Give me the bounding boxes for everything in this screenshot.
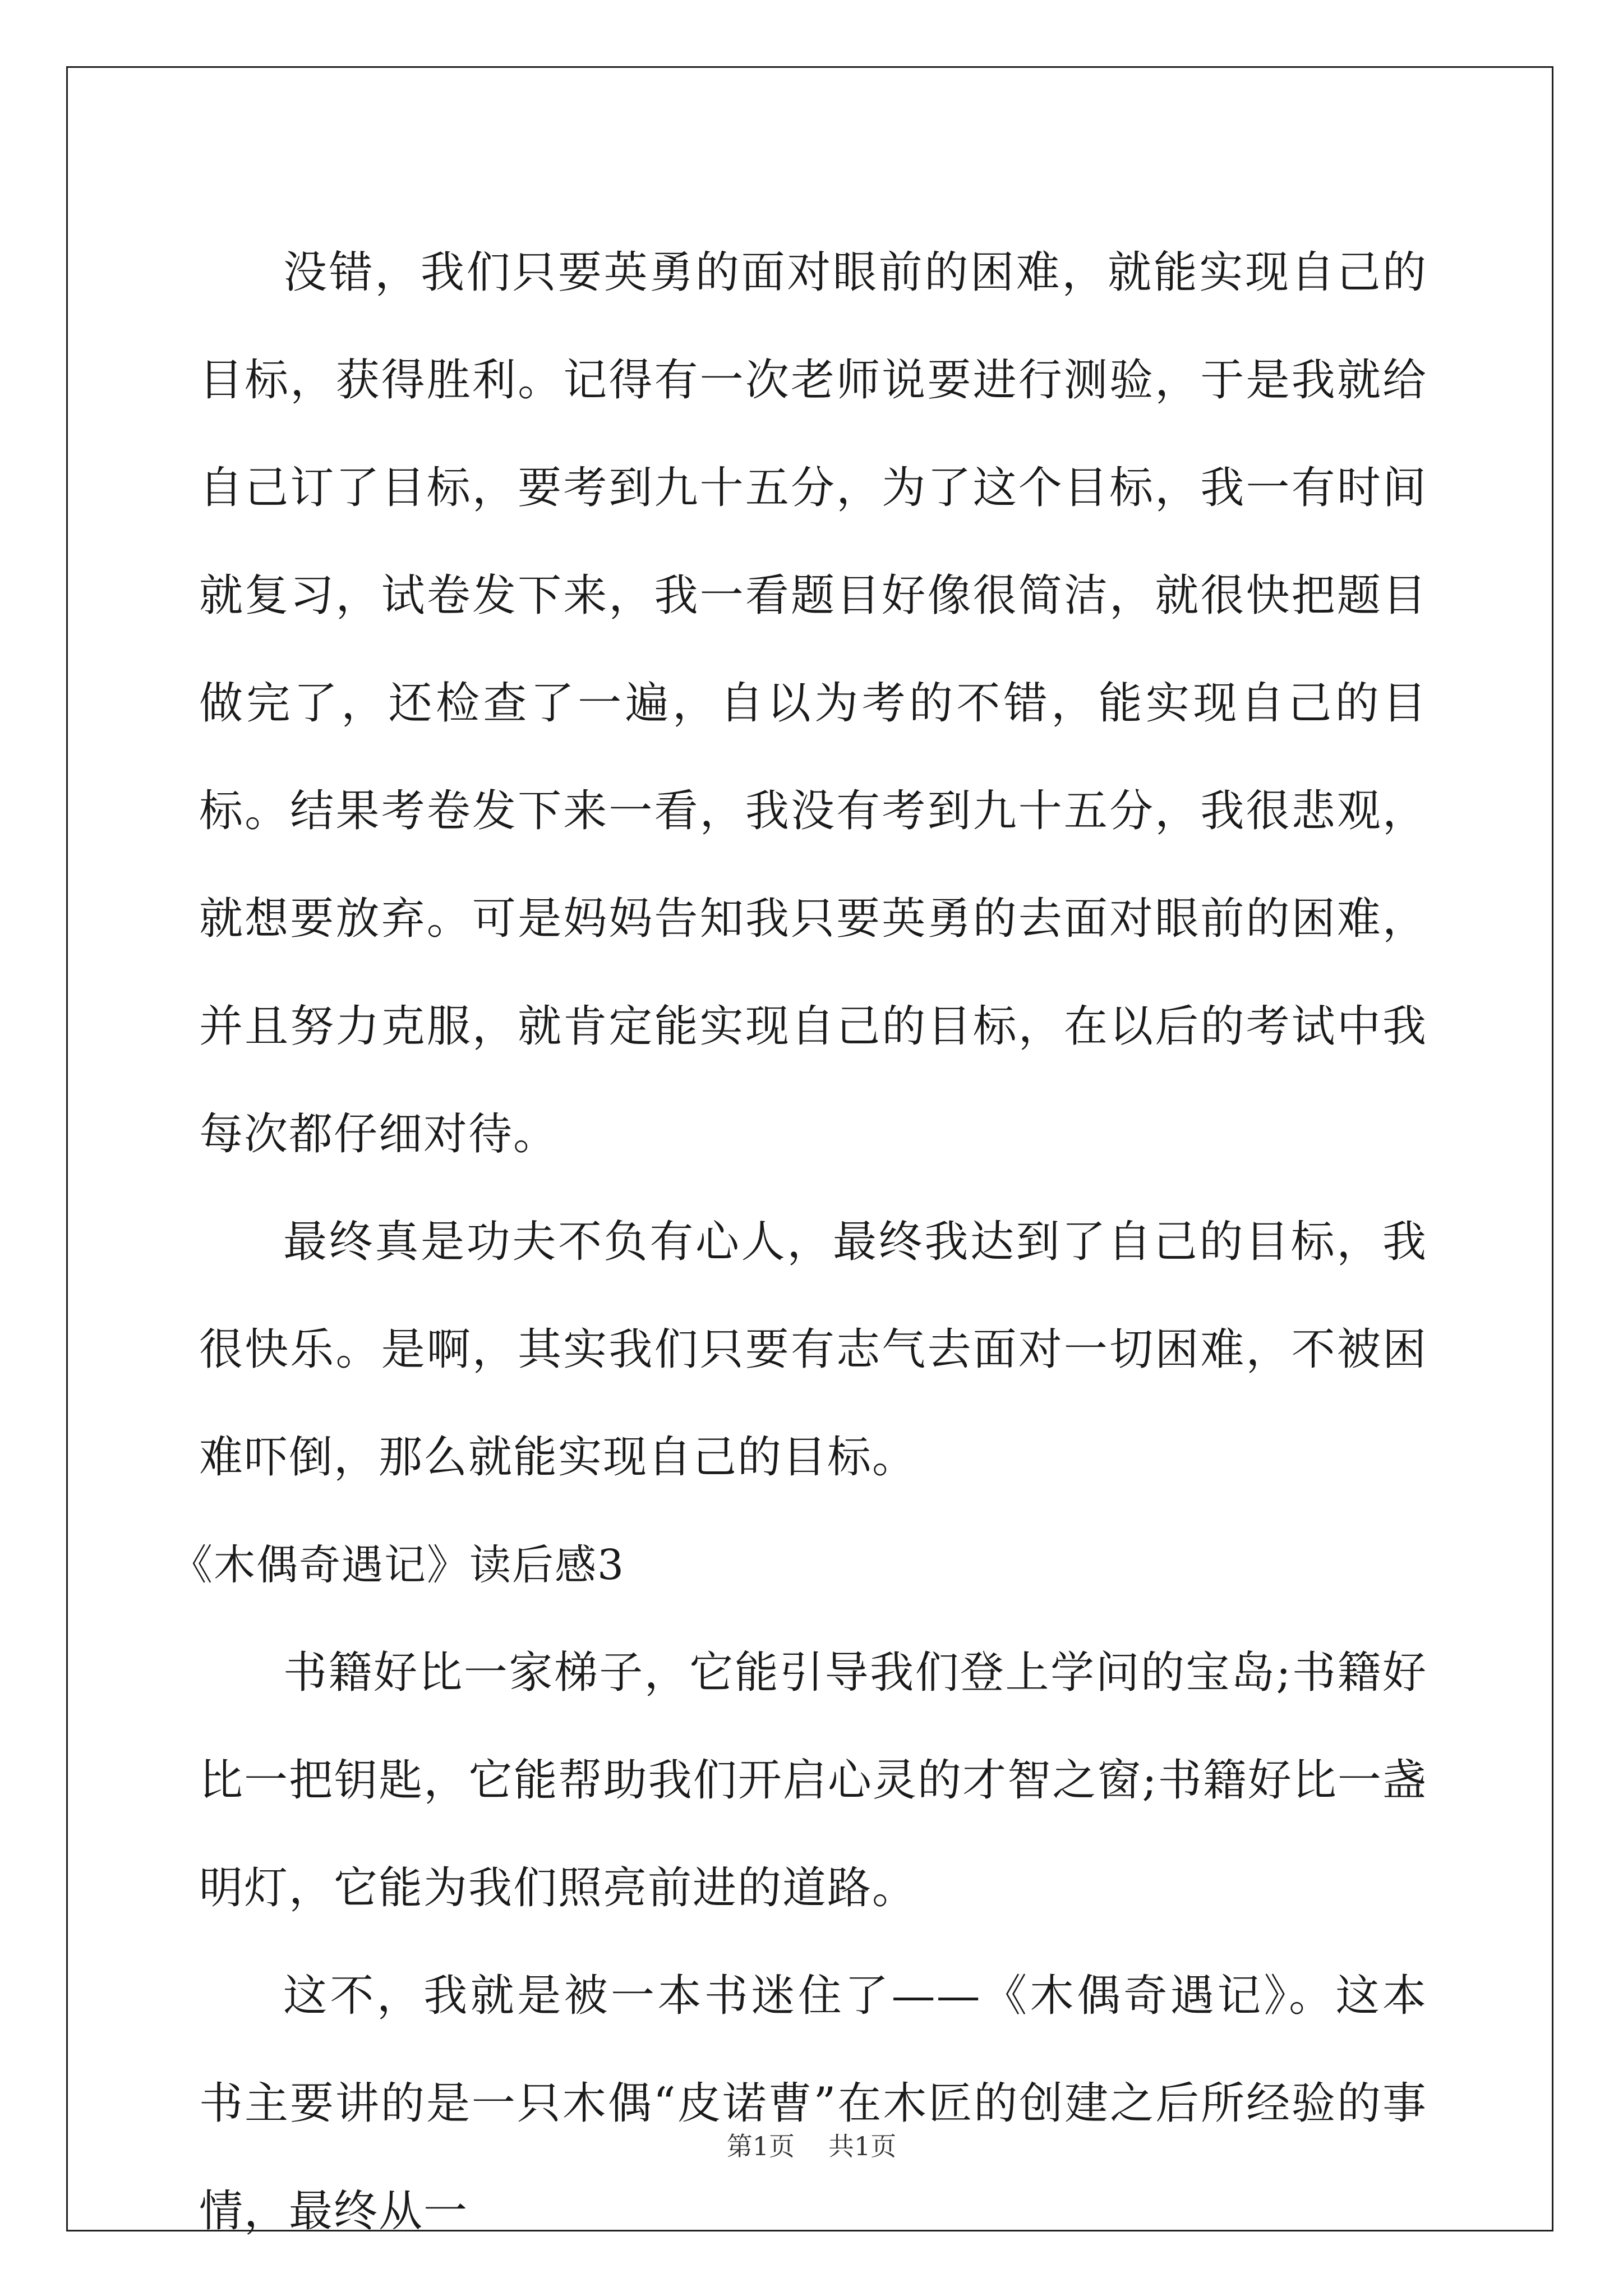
paragraph-4: 这不，我就是被一本书迷住了——《木偶奇遇记》。这本书主要讲的是一只木偶“皮诺曹”在木匠的创建之后所经验的事情，最终从一 [199,1971,1427,2237]
paragraph-3: 书籍好比一家梯子，它能引导我们登上学问的宝岛;书籍好比一把钥匙，它能帮助我们开启心灵的才智之窗;书籍好比一盏明灯，它能为我们照亮前进的道路。 [199,1648,1427,1913]
document-body [171,219,1427,2265]
page-total: 共1页 [828,2131,897,2161]
page-number: 第1页 [726,2131,795,2161]
paragraph-2: 最终真是功夫不负有心人，最终我达到了自己的目标，我很快乐。是啊，其实我们只要有志气去面对一切困难，不被困难吓倒，那么就能实现自己的目标。 [199,1217,1427,1483]
page-footer [0,2126,1623,2163]
paragraph-1: 没错，我们只要英勇的面对眼前的困难，就能实现自己的目标，获得胜利。记得有一次老师说要进行测验，于是我就给自己订了目标，要考到九十五分，为了这个目标，我一有时间就复习，试卷发下来，我一看题目好像很简洁，就很快把题目做完了，还检查了一遍，自以为考的不错，能实现自己的目标。结果考卷发下来一看，我没有考到九十五分，我很悲观，就想要放弃。可是妈妈告知我只要英勇的去面对眼前的困难，并且努力克服，就肯定能实现自己的目标，在以后的考试中我每次都仔细对待。 [199,247,1427,1159]
section-heading: 《木偶奇遇记》读后感3 [171,1541,625,1589]
